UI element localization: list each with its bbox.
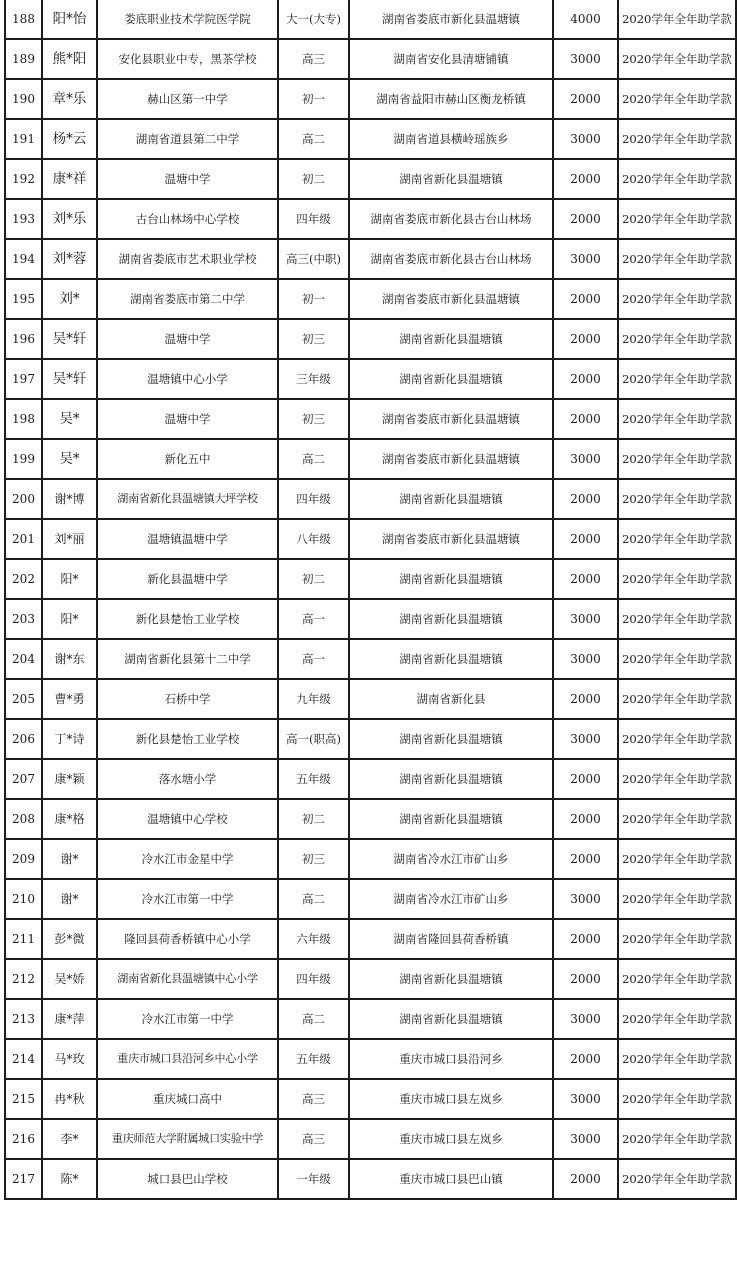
- school-name: 温塘中学: [97, 159, 278, 199]
- home-address: 湖南省娄底市新化县温塘镇: [349, 519, 553, 559]
- table-row: [5, 999, 736, 1039]
- home-address: 湖南省道县横岭瑶族乡: [349, 119, 553, 159]
- home-address: 湖南省新化县温塘镇: [349, 319, 553, 359]
- row-number: 193: [5, 199, 42, 239]
- home-address: 湖南省娄底市新化县古台山林场: [349, 239, 553, 279]
- home-address: 湖南省新化县温塘镇: [349, 479, 553, 519]
- row-number: 217: [5, 1159, 42, 1199]
- grade-level: 高一: [278, 639, 349, 679]
- table-row: [5, 1159, 736, 1199]
- table-row: [5, 439, 736, 479]
- table-row: [5, 519, 736, 559]
- aid-amount: 4000: [553, 0, 618, 39]
- school-name: 温塘镇中心学校: [97, 799, 278, 839]
- grade-level: 高二: [278, 439, 349, 479]
- aid-type: 2020学年全年助学款: [618, 159, 736, 199]
- grade-level: 初三: [278, 319, 349, 359]
- row-number: 197: [5, 359, 42, 399]
- home-address: 湖南省娄底市新化县温塘镇: [349, 439, 553, 479]
- table-row: [5, 399, 736, 439]
- grade-level: 四年级: [278, 959, 349, 999]
- student-name: 刘*乐: [42, 199, 97, 239]
- home-address: 湖南省隆回县荷香桥镇: [349, 919, 553, 959]
- grade-level: 八年级: [278, 519, 349, 559]
- grade-level: 初二: [278, 559, 349, 599]
- student-name: 章*乐: [42, 79, 97, 119]
- grade-level: 九年级: [278, 679, 349, 719]
- table-row: [5, 799, 736, 839]
- table-row: [5, 359, 736, 399]
- student-name: 吴*: [42, 399, 97, 439]
- scholarship-table: [4, 0, 737, 1200]
- student-name: 吴*轩: [42, 359, 97, 399]
- home-address: 湖南省新化县温塘镇: [349, 959, 553, 999]
- aid-amount: 2000: [553, 959, 618, 999]
- student-name: 彭*微: [42, 919, 97, 959]
- row-number: 190: [5, 79, 42, 119]
- table-row: [5, 479, 736, 519]
- aid-type: 2020学年全年助学款: [618, 279, 736, 319]
- row-number: 215: [5, 1079, 42, 1119]
- grade-level: 五年级: [278, 759, 349, 799]
- aid-amount: 2000: [553, 1039, 618, 1079]
- home-address: 湖南省冷水江市矿山乡: [349, 839, 553, 879]
- aid-amount: 2000: [553, 799, 618, 839]
- home-address: 湖南省娄底市新化县温塘镇: [349, 279, 553, 319]
- table-row: [5, 0, 736, 39]
- home-address: 湖南省新化县温塘镇: [349, 359, 553, 399]
- student-name: 杨*云: [42, 119, 97, 159]
- student-name: 吴*娇: [42, 959, 97, 999]
- school-name: 娄底职业技术学院医学院: [97, 0, 278, 39]
- row-number: 200: [5, 479, 42, 519]
- aid-type: 2020学年全年助学款: [618, 479, 736, 519]
- student-name: 吴*: [42, 439, 97, 479]
- table-row: [5, 639, 736, 679]
- row-number: 213: [5, 999, 42, 1039]
- grade-level: 高三(中职): [278, 239, 349, 279]
- row-number: 194: [5, 239, 42, 279]
- aid-amount: 2000: [553, 279, 618, 319]
- aid-amount: 2000: [553, 199, 618, 239]
- grade-level: 五年级: [278, 1039, 349, 1079]
- school-name: 温塘镇温塘中学: [97, 519, 278, 559]
- student-name: 谢*: [42, 839, 97, 879]
- school-name: 温塘中学: [97, 399, 278, 439]
- home-address: 湖南省新化县温塘镇: [349, 599, 553, 639]
- aid-type: 2020学年全年助学款: [618, 959, 736, 999]
- home-address: 湖南省新化县温塘镇: [349, 759, 553, 799]
- aid-amount: 3000: [553, 999, 618, 1039]
- row-number: 207: [5, 759, 42, 799]
- school-name: 新化县楚怡工业学校: [97, 599, 278, 639]
- aid-type: 2020学年全年助学款: [618, 839, 736, 879]
- aid-amount: 3000: [553, 1119, 618, 1159]
- row-number: 210: [5, 879, 42, 919]
- aid-type: 2020学年全年助学款: [618, 439, 736, 479]
- row-number: 203: [5, 599, 42, 639]
- aid-type: 2020学年全年助学款: [618, 879, 736, 919]
- table-row: [5, 1119, 736, 1159]
- table-row: [5, 759, 736, 799]
- home-address: 湖南省新化县温塘镇: [349, 559, 553, 599]
- aid-type: 2020学年全年助学款: [618, 359, 736, 399]
- aid-type: 2020学年全年助学款: [618, 719, 736, 759]
- aid-type: 2020学年全年助学款: [618, 1079, 736, 1119]
- student-name: 刘*蓉: [42, 239, 97, 279]
- aid-type: 2020学年全年助学款: [618, 519, 736, 559]
- grade-level: 初三: [278, 839, 349, 879]
- row-number: 202: [5, 559, 42, 599]
- aid-amount: 3000: [553, 879, 618, 919]
- aid-amount: 2000: [553, 159, 618, 199]
- row-number: 191: [5, 119, 42, 159]
- row-number: 199: [5, 439, 42, 479]
- student-name: 康*祥: [42, 159, 97, 199]
- school-name: 冷水江市第一中学: [97, 879, 278, 919]
- aid-type: 2020学年全年助学款: [618, 39, 736, 79]
- grade-level: 初二: [278, 799, 349, 839]
- home-address: 重庆市城口县沿河乡: [349, 1039, 553, 1079]
- row-number: 204: [5, 639, 42, 679]
- student-name: 康*萍: [42, 999, 97, 1039]
- student-name: 曹*勇: [42, 679, 97, 719]
- row-number: 214: [5, 1039, 42, 1079]
- grade-level: 初一: [278, 79, 349, 119]
- school-name: 湖南省娄底市艺术职业学校: [97, 239, 278, 279]
- table-row: [5, 159, 736, 199]
- grade-level: 四年级: [278, 199, 349, 239]
- aid-type: 2020学年全年助学款: [618, 999, 736, 1039]
- home-address: 湖南省新化县温塘镇: [349, 999, 553, 1039]
- student-name: 康*颖: [42, 759, 97, 799]
- student-name: 谢*东: [42, 639, 97, 679]
- aid-type: 2020学年全年助学款: [618, 79, 736, 119]
- table-row: [5, 919, 736, 959]
- grade-level: 四年级: [278, 479, 349, 519]
- aid-amount: 2000: [553, 359, 618, 399]
- aid-type: 2020学年全年助学款: [618, 1039, 736, 1079]
- table-row: [5, 719, 736, 759]
- student-name: 阳*: [42, 559, 97, 599]
- aid-amount: 3000: [553, 719, 618, 759]
- aid-amount: 2000: [553, 319, 618, 359]
- student-name: 阳*怡: [42, 0, 97, 39]
- table-body: [5, 0, 736, 1199]
- home-address: 湖南省娄底市新化县古台山林场: [349, 199, 553, 239]
- row-number: 206: [5, 719, 42, 759]
- row-number: 212: [5, 959, 42, 999]
- aid-type: 2020学年全年助学款: [618, 399, 736, 439]
- table-row: [5, 279, 736, 319]
- row-number: 216: [5, 1119, 42, 1159]
- table-row: [5, 839, 736, 879]
- aid-type: 2020学年全年助学款: [618, 559, 736, 599]
- aid-type: 2020学年全年助学款: [618, 119, 736, 159]
- home-address: 湖南省新化县温塘镇: [349, 639, 553, 679]
- school-name: 落水塘小学: [97, 759, 278, 799]
- table-row: [5, 39, 736, 79]
- aid-amount: 2000: [553, 399, 618, 439]
- student-name: 刘*: [42, 279, 97, 319]
- row-number: 211: [5, 919, 42, 959]
- student-name: 马*玫: [42, 1039, 97, 1079]
- grade-level: 一年级: [278, 1159, 349, 1199]
- aid-amount: 2000: [553, 479, 618, 519]
- grade-level: 高三: [278, 1119, 349, 1159]
- aid-type: 2020学年全年助学款: [618, 199, 736, 239]
- aid-amount: 3000: [553, 639, 618, 679]
- home-address: 湖南省新化县温塘镇: [349, 799, 553, 839]
- row-number: 195: [5, 279, 42, 319]
- aid-amount: 2000: [553, 759, 618, 799]
- home-address: 重庆市城口县左岚乡: [349, 1119, 553, 1159]
- table-row: [5, 959, 736, 999]
- row-number: 192: [5, 159, 42, 199]
- student-name: 谢*: [42, 879, 97, 919]
- school-name: 湖南省道县第二中学: [97, 119, 278, 159]
- student-name: 冉*秋: [42, 1079, 97, 1119]
- aid-type: 2020学年全年助学款: [618, 799, 736, 839]
- home-address: 湖南省安化县清塘铺镇: [349, 39, 553, 79]
- school-name: 安化县职业中专，黑茶学校: [97, 39, 278, 79]
- table-row: [5, 1039, 736, 1079]
- student-name: 阳*: [42, 599, 97, 639]
- school-name: 新化县楚怡工业学校: [97, 719, 278, 759]
- home-address: 湖南省娄底市新化县温塘镇: [349, 0, 553, 39]
- aid-amount: 2000: [553, 519, 618, 559]
- home-address: 重庆市城口县左岚乡: [349, 1079, 553, 1119]
- table-row: [5, 239, 736, 279]
- aid-amount: 2000: [553, 679, 618, 719]
- aid-type: 2020学年全年助学款: [618, 1119, 736, 1159]
- table-row: [5, 599, 736, 639]
- table-row: [5, 879, 736, 919]
- student-name: 李*: [42, 1119, 97, 1159]
- aid-amount: 2000: [553, 919, 618, 959]
- grade-level: 初一: [278, 279, 349, 319]
- home-address: 湖南省新化县温塘镇: [349, 719, 553, 759]
- school-name: 石桥中学: [97, 679, 278, 719]
- grade-level: 高一: [278, 599, 349, 639]
- aid-type: 2020学年全年助学款: [618, 759, 736, 799]
- school-name: 冷水江市第一中学: [97, 999, 278, 1039]
- school-name: 重庆市城口县沿河乡中心小学: [97, 1039, 278, 1079]
- school-name: 冷水江市金星中学: [97, 839, 278, 879]
- aid-amount: 2000: [553, 559, 618, 599]
- school-name: 隆回县荷香桥镇中心小学: [97, 919, 278, 959]
- grade-level: 高二: [278, 999, 349, 1039]
- table-row: [5, 1079, 736, 1119]
- aid-type: 2020学年全年助学款: [618, 1159, 736, 1199]
- aid-amount: 2000: [553, 79, 618, 119]
- aid-amount: 2000: [553, 1159, 618, 1199]
- aid-amount: 3000: [553, 1079, 618, 1119]
- aid-type: 2020学年全年助学款: [618, 599, 736, 639]
- school-name: 温塘镇中心小学: [97, 359, 278, 399]
- aid-amount: 3000: [553, 599, 618, 639]
- school-name: 湖南省新化县第十二中学: [97, 639, 278, 679]
- aid-amount: 3000: [553, 239, 618, 279]
- grade-level: 高三: [278, 1079, 349, 1119]
- school-name: 湖南省新化县温塘镇中心小学: [97, 959, 278, 999]
- home-address: 湖南省益阳市赫山区衡龙桥镇: [349, 79, 553, 119]
- student-name: 刘*丽: [42, 519, 97, 559]
- student-name: 熊*阳: [42, 39, 97, 79]
- school-name: 新化县温塘中学: [97, 559, 278, 599]
- table-row: [5, 559, 736, 599]
- school-name: 重庆城口高中: [97, 1079, 278, 1119]
- table-row: [5, 199, 736, 239]
- home-address: 湖南省冷水江市矿山乡: [349, 879, 553, 919]
- home-address: 湖南省新化县温塘镇: [349, 159, 553, 199]
- aid-amount: 3000: [553, 439, 618, 479]
- home-address: 湖南省娄底市新化县温塘镇: [349, 399, 553, 439]
- grade-level: 高一(职高): [278, 719, 349, 759]
- aid-amount: 2000: [553, 839, 618, 879]
- row-number: 189: [5, 39, 42, 79]
- school-name: 新化五中: [97, 439, 278, 479]
- row-number: 201: [5, 519, 42, 559]
- aid-amount: 3000: [553, 39, 618, 79]
- aid-type: 2020学年全年助学款: [618, 679, 736, 719]
- aid-type: 2020学年全年助学款: [618, 319, 736, 359]
- table-row: [5, 679, 736, 719]
- student-name: 谢*博: [42, 479, 97, 519]
- grade-level: 大一(大专): [278, 0, 349, 39]
- student-name: 陈*: [42, 1159, 97, 1199]
- aid-type: 2020学年全年助学款: [618, 639, 736, 679]
- row-number: 205: [5, 679, 42, 719]
- row-number: 198: [5, 399, 42, 439]
- aid-type: 2020学年全年助学款: [618, 0, 736, 39]
- grade-level: 初二: [278, 159, 349, 199]
- aid-type: 2020学年全年助学款: [618, 239, 736, 279]
- home-address: 湖南省新化县: [349, 679, 553, 719]
- grade-level: 初三: [278, 399, 349, 439]
- row-number: 196: [5, 319, 42, 359]
- row-number: 208: [5, 799, 42, 839]
- school-name: 湖南省娄底市第二中学: [97, 279, 278, 319]
- school-name: 城口县巴山学校: [97, 1159, 278, 1199]
- table-row: [5, 79, 736, 119]
- school-name: 重庆师范大学附属城口实验中学: [97, 1119, 278, 1159]
- grade-level: 高二: [278, 879, 349, 919]
- row-number: 209: [5, 839, 42, 879]
- school-name: 温塘中学: [97, 319, 278, 359]
- grade-level: 高二: [278, 119, 349, 159]
- aid-type: 2020学年全年助学款: [618, 919, 736, 959]
- grade-level: 六年级: [278, 919, 349, 959]
- school-name: 赫山区第一中学: [97, 79, 278, 119]
- table-row: [5, 119, 736, 159]
- school-name: 湖南省新化县温塘镇大坪学校: [97, 479, 278, 519]
- student-name: 康*格: [42, 799, 97, 839]
- row-number: 188: [5, 0, 42, 39]
- grade-level: 三年级: [278, 359, 349, 399]
- aid-amount: 3000: [553, 119, 618, 159]
- student-name: 吴*轩: [42, 319, 97, 359]
- school-name: 古台山林场中心学校: [97, 199, 278, 239]
- home-address: 重庆市城口县巴山镇: [349, 1159, 553, 1199]
- grade-level: 高三: [278, 39, 349, 79]
- student-name: 丁*诗: [42, 719, 97, 759]
- table-row: [5, 319, 736, 359]
